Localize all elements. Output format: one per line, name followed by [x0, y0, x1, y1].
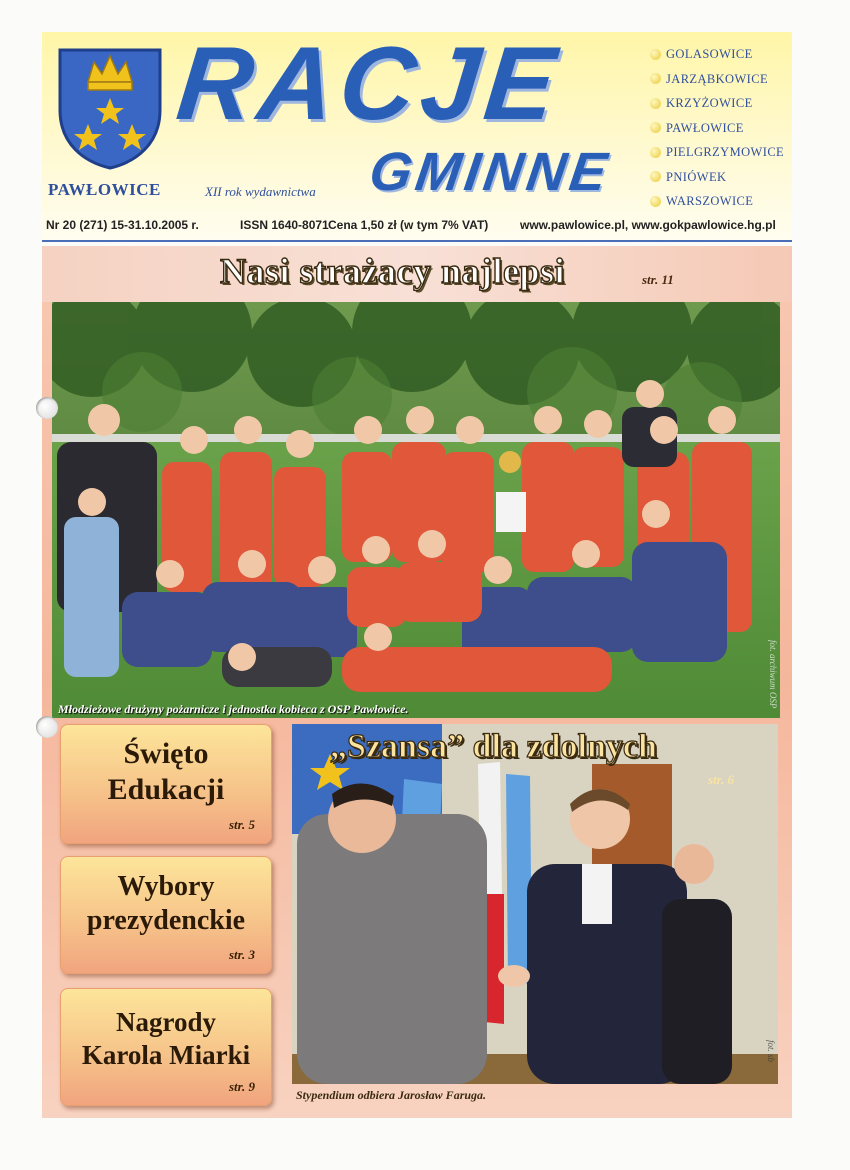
website-links: www.pawlowice.pl, www.gokpawlowice.hg.pl — [520, 218, 776, 232]
punch-hole — [36, 716, 58, 738]
scholarship-photo — [292, 724, 778, 1084]
main-headline: Nasi strażacy najlepsi — [220, 251, 565, 291]
village-item: JARZĄBKOWICE — [650, 67, 784, 92]
village-item: WARSZOWICE — [650, 189, 784, 214]
bullet-icon — [650, 122, 661, 133]
teaser-page-ref: str. 9 — [228, 1079, 255, 1094]
price: Cena 1,50 zł (w tym 7% VAT) — [328, 218, 489, 232]
village-list — [650, 42, 784, 214]
town-name: PAWŁOWICE — [48, 180, 161, 199]
teaser-box[interactable] — [60, 724, 272, 844]
magazine-title: RACJE — [171, 26, 567, 142]
feature-page-ref: str. 6 — [708, 772, 735, 787]
team-photo — [52, 302, 780, 718]
bullet-icon — [650, 196, 661, 207]
bullet-icon — [650, 49, 661, 60]
bullet-icon — [650, 98, 661, 109]
teaser-line1: Wybory — [117, 871, 215, 902]
feature-headline: „Szansa” dla zdolnych — [330, 728, 657, 765]
teaser-line2: prezydenckie — [86, 905, 246, 936]
teaser-line2: Karola Miarki — [81, 1040, 251, 1070]
teaser-line1: Święto — [123, 737, 209, 770]
bullet-icon — [650, 73, 661, 84]
village-item: PAWŁOWICE — [650, 116, 784, 141]
village-item: PNIÓWEK — [650, 165, 784, 190]
team-photo-caption: Młodzieżowe drużyny pożarnicze i jednostka kobieca z OSP Pawłowice. — [58, 702, 409, 716]
teaser-line1: Nagrody — [115, 1007, 216, 1037]
bullet-icon — [650, 171, 661, 182]
publication-year-note: XII rok wydawnictwa — [205, 184, 316, 199]
village-item: PIELGRZYMOWICE — [650, 140, 784, 165]
team-photo-credit: fot. archiwum OSP — [768, 640, 778, 709]
issn: ISSN 1640-8071 — [240, 218, 329, 232]
header-divider — [42, 240, 792, 242]
village-item: KRZYŻOWICE — [650, 91, 784, 116]
village-item: GOLASOWICE — [650, 42, 784, 67]
coat-of-arms-icon — [58, 48, 162, 170]
teaser-box[interactable] — [60, 988, 272, 1106]
teaser-line2: Edukacji — [107, 773, 225, 806]
issue-number: Nr 20 (271) 15-31.10.2005 r. — [46, 218, 199, 232]
teaser-page-ref: str. 3 — [228, 947, 255, 962]
magazine-subtitle: GMINNE — [365, 142, 615, 202]
bullet-icon — [650, 147, 661, 158]
scholarship-photo-credit: fot. sb — [766, 1040, 776, 1063]
teaser-page-ref: str. 5 — [228, 817, 255, 832]
scholarship-photo-caption: Stypendium odbiera Jarosław Faruga. — [296, 1088, 487, 1102]
punch-hole — [36, 397, 58, 419]
teaser-box[interactable] — [60, 856, 272, 974]
headline-page-ref: str. 11 — [642, 272, 674, 287]
